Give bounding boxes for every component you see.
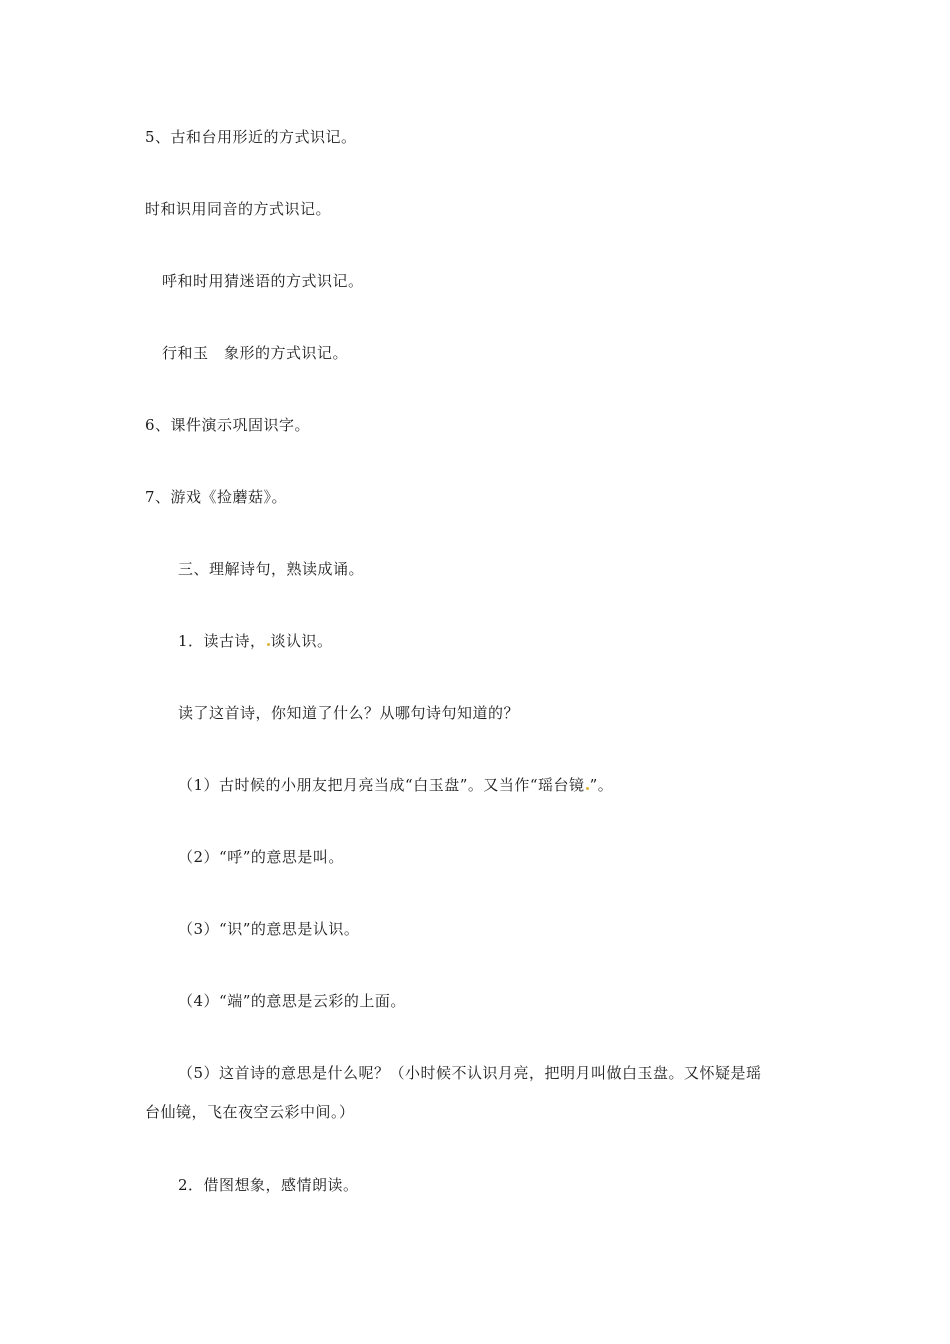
text-line: （2）“呼”的意思是叫。 xyxy=(178,848,344,866)
text-line: 台仙镜，飞在夜空云彩中间。） xyxy=(145,1103,355,1121)
text-line: 2．借图想象，感情朗读。 xyxy=(178,1176,359,1194)
text-line xyxy=(178,631,333,651)
highlight-dot-mark xyxy=(267,643,270,646)
text-segment: 1．读古诗， xyxy=(178,632,266,650)
text-segment: 谈认识。 xyxy=(270,632,333,650)
text-line xyxy=(178,775,613,795)
text-line: 6、课件演示巩固识字。 xyxy=(145,416,311,434)
text-segment: ”。 xyxy=(589,776,614,794)
section-heading: 三、理解诗句，熟读成诵。 xyxy=(178,560,365,578)
text-line: （5）这首诗的意思是什么呢？（小时候不认识月亮，把明月叫做白玉盘。又怀疑是瑶 xyxy=(178,1064,762,1082)
text-line: 呼和时用猜迷语的方式识记。 xyxy=(162,272,364,290)
text-line: （3）“识”的意思是认识。 xyxy=(178,920,360,938)
text-line: 时和识用同音的方式识记。 xyxy=(145,200,332,218)
text-line: 读了这首诗，你知道了什么？从哪句诗句知道的？ xyxy=(178,704,520,722)
text-line: 行和玉 象形的方式识记。 xyxy=(162,344,349,362)
text-line: （4）“端”的意思是云彩的上面。 xyxy=(178,992,406,1010)
text-segment: （1）古时候的小朋友把月亮当成“白玉盘”。又当作“瑶台镜 xyxy=(178,776,585,794)
highlight-dot-mark xyxy=(586,787,589,790)
text-line: 5、古和台用形近的方式识记。 xyxy=(145,128,357,146)
text-line: 7、游戏《捡蘑菇》。 xyxy=(145,488,288,506)
